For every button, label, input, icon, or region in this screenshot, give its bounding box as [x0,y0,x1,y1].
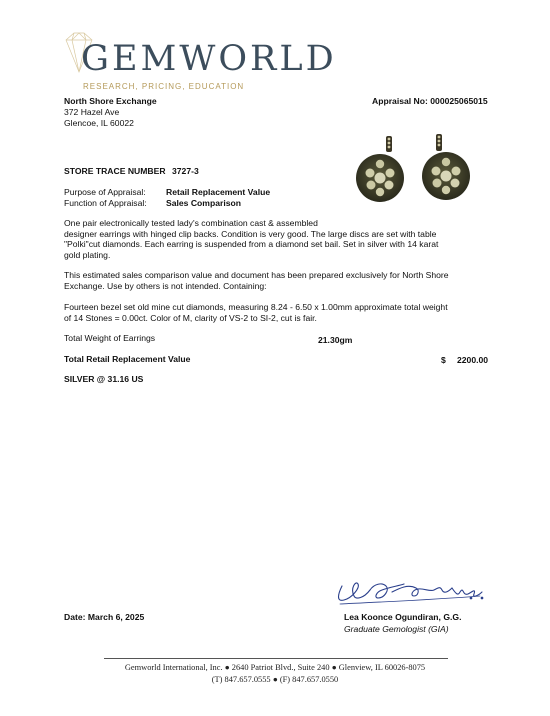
total-label: Total Retail Replacement Value [64,354,191,364]
footer-phone: (T) 847.657.0555 ● (F) 847.657.0550 [211,675,339,684]
store-trace-label: STORE TRACE NUMBER [64,166,166,176]
purpose-value: Retail Replacement Value [166,187,271,197]
exclusivity-line: This estimated sales comparison value and document has been prepared exclusively for North Shore [64,270,449,280]
description-paragraph [64,218,438,260]
stones-paragraph [64,302,448,323]
appraisal-number: Appraisal No: 000025065015 [372,96,488,106]
appraisal-date: Date: March 6, 2025 [64,612,145,622]
weight-value: 21.30gm [318,335,353,345]
store-trace-value: 3727-3 [172,166,199,176]
description-line: "Polki"cut diamonds. Each earring is suspended from a diamond set bail. Set in silver with 14 karat [64,239,439,249]
appraiser-signature [330,578,490,612]
appraiser-title: Graduate Gemologist (GIA) [344,624,449,634]
exclusivity-paragraph [64,270,449,291]
purpose-label: Purpose of Appraisal: [64,187,146,197]
description-line: gold plating. [64,249,111,260]
function-value: Sales Comparison [166,198,241,208]
footer-divider [104,658,448,659]
gemworld-logo [60,30,337,92]
client-city: Glencoe, IL 60022 [64,118,134,128]
client-address: 372 Hazel Ave [64,107,120,117]
earrings-photo [346,134,476,214]
logo-wordmark: GEMWORLD [81,39,337,79]
description-line: One pair electronically tested lady's combination cast & assembled [64,218,318,228]
appraiser-name: Lea Koonce Ogundiran, G.G. [344,612,462,622]
total-currency: $ [441,355,446,365]
stones-line: of 14 Stones = 0.00ct. Color of M, clarity of VS-2 to SI-2, cut is fair. [64,312,317,323]
footer-address: Gemworld International, Inc. ● 2640 Patriot Blvd., Suite 240 ● Glenview, IL 60026-8075 [124,663,426,672]
total-value: 2200.00 [457,355,489,365]
stones-line: Fourteen bezel set old mine cut diamonds, measuring 8.24 - 6.50 x 1.00mm approximate total weight [64,302,448,312]
client-name: North Shore Exchange [64,96,157,106]
weight-label: Total Weight of Earrings [64,333,156,343]
silver-price: SILVER @ 31.16 US [64,374,144,384]
exclusivity-line: Exchange. Use by others is not intended. Containing: [64,280,267,291]
description-line: designer earrings with hinged clip backs. Condition is very good. The large discs are set with table [64,228,437,239]
function-label: Function of Appraisal: [64,198,147,208]
logo-tagline: RESEARCH, PRICING, EDUCATION [83,82,245,91]
